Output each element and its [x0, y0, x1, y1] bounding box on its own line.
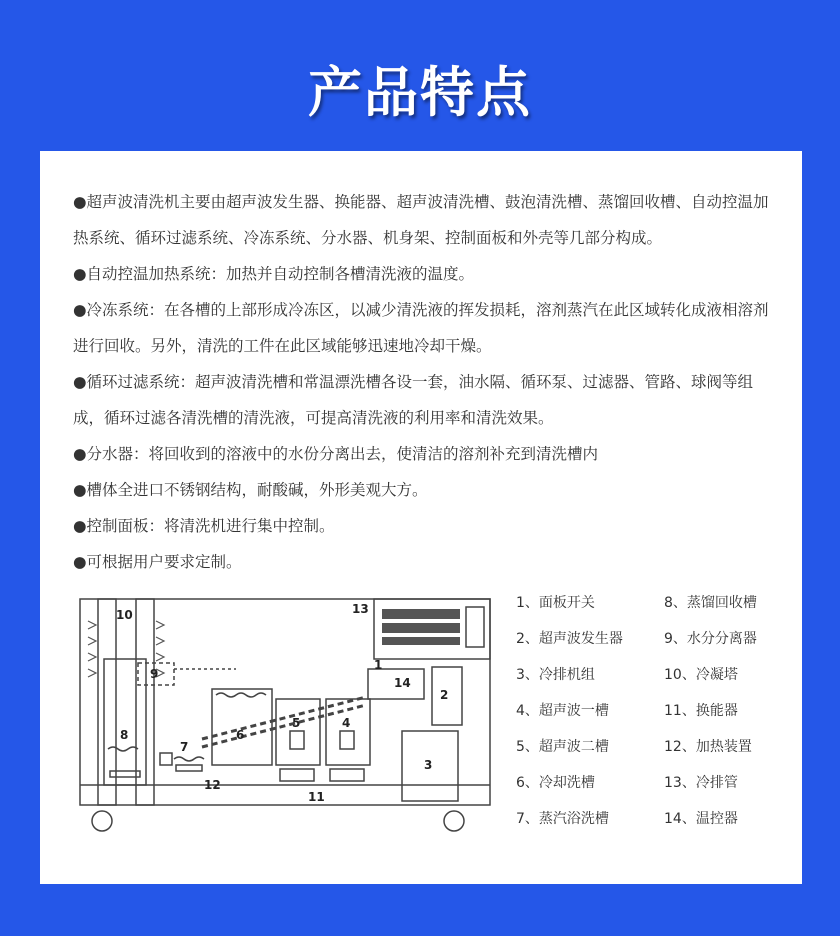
legend-item: 3、冷排机组 — [516, 667, 595, 683]
condenser-wall — [136, 599, 154, 805]
legend-item: 1、面板开关 — [516, 595, 595, 611]
legend-item: 10、冷凝塔 — [664, 667, 738, 683]
feature-item: ●冷冻系统：在各槽的上部形成冷冻区，以减少清洗液的挥发损耗，溶剂蒸汽在此区域转化成液相溶剂进行回收。另外，清洗的工件在此区域能够迅速地冷却干燥。 — [73, 301, 769, 355]
feature-item: ●控制面板：将清洗机进行集中控制。 — [73, 517, 335, 535]
content-panel — [40, 151, 802, 884]
transducer — [330, 769, 364, 781]
transducer — [280, 769, 314, 781]
liquid-wave — [216, 693, 266, 697]
condenser-wall — [98, 599, 116, 805]
diagram-label-2: 2 — [440, 688, 449, 702]
diagram-label-11: 11 — [308, 790, 325, 804]
diagram-label-8: 8 — [120, 728, 129, 742]
diagram-label-10: 10 — [116, 608, 133, 622]
diagram-label-13: 13 — [352, 602, 369, 616]
distillation-tank — [104, 659, 146, 785]
diagram-label-7: 7 — [180, 740, 189, 754]
feature-item: ●超声波清洗机主要由超声波发生器、换能器、超声波清洗槽、鼓泡清洗槽、蒸馏回收槽、自动控温加热系统、循环过滤系统、冷冻系统、分水器、机身架、控制面板和外壳等几部分构成。 — [73, 193, 769, 247]
feature-item: ●分水器：将回收到的溶液中的水份分离出去，使清洁的溶剂补充到清洗槽内 — [73, 445, 599, 463]
feature-item: ●自动控温加热系统：加热并自动控制各槽清洗液的温度。 — [73, 265, 475, 283]
diagram-label-3: 3 — [424, 758, 433, 772]
page-title: 产品特点 — [308, 61, 532, 124]
legend-item: 2、超声波发生器 — [516, 631, 623, 647]
legend-item: 12、加热装置 — [664, 739, 752, 755]
diagram-label-1: 1 — [374, 658, 383, 672]
legend-item: 5、超声波二槽 — [516, 739, 609, 755]
feature-item: ●可根据用户要求定制。 — [73, 553, 242, 571]
sensor-box — [290, 731, 304, 749]
panel-meter — [466, 607, 484, 647]
legend-item: 9、水分分离器 — [664, 631, 757, 647]
legend-left — [516, 591, 623, 843]
legend-item: 13、冷排管 — [664, 775, 738, 791]
diagram-label-14: 14 — [394, 676, 411, 690]
legend-item: 8、蒸馏回收槽 — [664, 595, 757, 611]
machine-diagram — [76, 589, 516, 845]
feature-list — [73, 184, 773, 580]
feature-item: ●槽体全进口不锈钢结构，耐酸碱，外形美观大方。 — [73, 481, 428, 499]
legend-item: 11、换能器 — [664, 703, 738, 719]
valve — [160, 753, 172, 765]
legend-item: 4、超声波一槽 — [516, 703, 609, 719]
diagram-label-4: 4 — [342, 716, 351, 730]
wheel — [92, 811, 112, 831]
legend-right — [664, 591, 757, 843]
diagram-label-9: 9 — [150, 667, 159, 681]
liquid-wave — [108, 747, 138, 751]
ultrasonic-tank-2 — [276, 699, 320, 765]
diagram-label-5: 5 — [292, 716, 301, 730]
wheel — [444, 811, 464, 831]
heater-12 — [176, 765, 202, 771]
legend-item: 6、冷却洗槽 — [516, 775, 595, 791]
cooling-tank — [212, 689, 272, 765]
panel-buttons — [382, 609, 460, 645]
liquid-wave — [174, 757, 204, 761]
feature-item: ●循环过滤系统：超声波清洗槽和常温漂洗槽各设一套，油水隔、循环泵、过滤器、管路、球阀等组成，循环过滤各清洗槽的清洗液，可提高清洗液的利用率和清洗效果。 — [73, 373, 754, 427]
diagram-label-6: 6 — [236, 728, 245, 742]
sensor-box — [340, 731, 354, 749]
diagram-label-12: 12 — [204, 778, 221, 792]
legend-item: 14、温控器 — [664, 811, 738, 827]
legend-item: 7、蒸汽浴洗槽 — [516, 811, 609, 827]
